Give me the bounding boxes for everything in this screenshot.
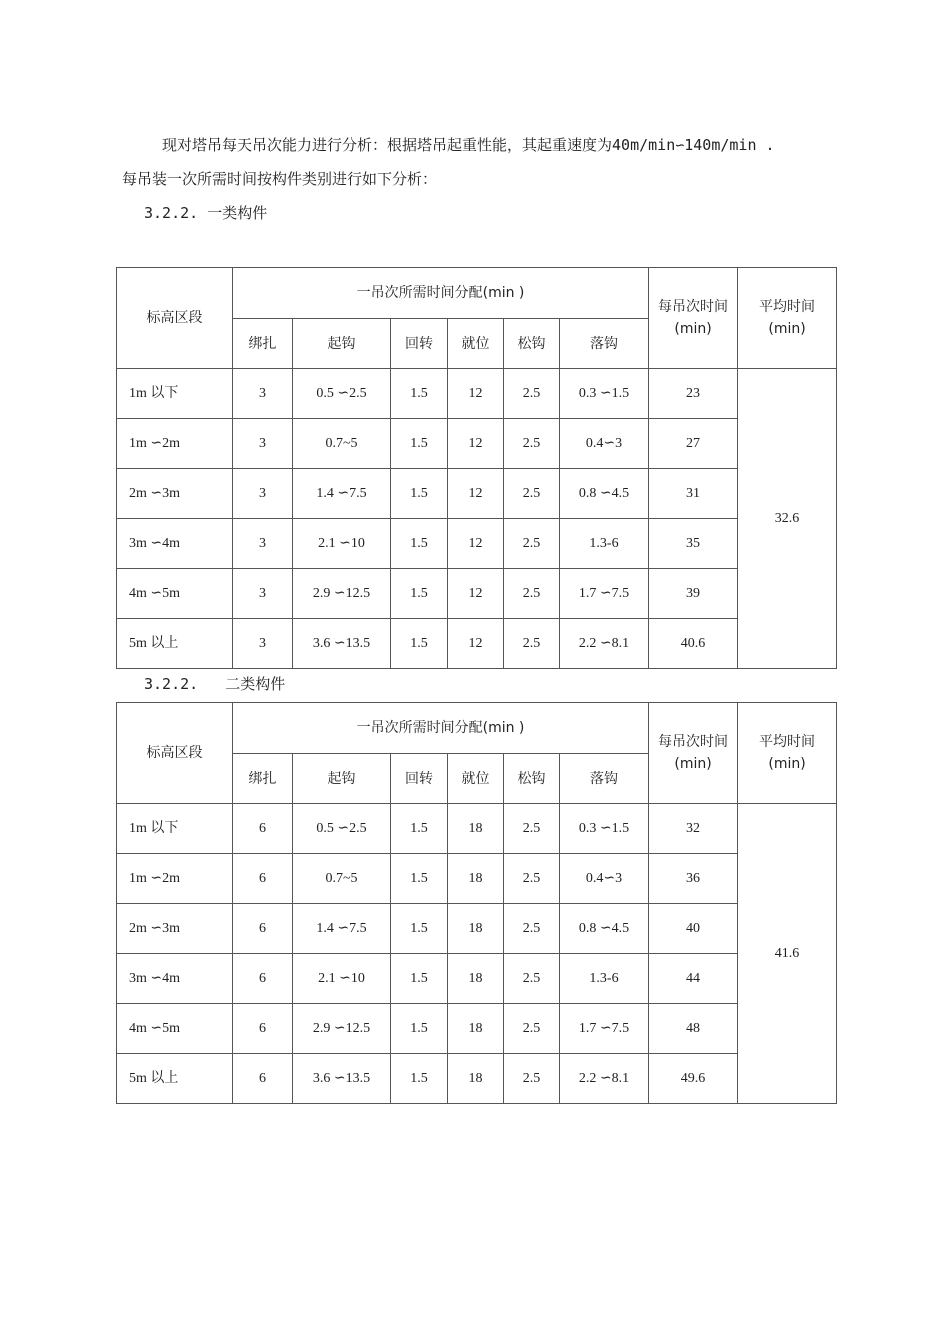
cell-height-range: 4m ∽5m	[117, 569, 233, 619]
cell-unhook: 2.5	[504, 369, 560, 419]
header-positioning: 就位	[448, 754, 504, 804]
cell-height-range: 1m 以下	[117, 804, 233, 854]
cell-height-range: 1m ∽2m	[117, 854, 233, 904]
cell-hook-down: 1.3-6	[560, 954, 649, 1004]
table-row	[117, 1004, 837, 1054]
header-hook-up: 起钩	[293, 754, 391, 804]
cell-positioning: 18	[448, 904, 504, 954]
header-time-allocation: 一吊次所需时间分配(min )	[233, 703, 649, 754]
header-average-time: 平均时间 (min)	[738, 703, 837, 804]
table-row	[117, 904, 837, 954]
cell-rotation: 1.5	[391, 469, 448, 519]
table-row	[117, 619, 837, 669]
cell-hook-up: 0.5 ∽2.5	[293, 369, 391, 419]
cell-binding: 3	[233, 569, 293, 619]
cell-per-lift-time: 44	[649, 954, 738, 1004]
header-time-allocation: 一吊次所需时间分配(min )	[233, 268, 649, 319]
header-height-range: 标高区段	[117, 703, 233, 804]
cell-hook-up: 1.4 ∽7.5	[293, 904, 391, 954]
cell-height-range: 1m 以下	[117, 369, 233, 419]
cell-positioning: 12	[448, 469, 504, 519]
cell-binding: 6	[233, 1004, 293, 1054]
cell-binding: 3	[233, 519, 293, 569]
cell-height-range: 4m ∽5m	[117, 1004, 233, 1054]
intro-line-2: 每吊装一次所需时间按构件类别进行如下分析：	[122, 170, 438, 188]
cell-binding: 6	[233, 854, 293, 904]
cell-rotation: 1.5	[391, 419, 448, 469]
cell-hook-up: 1.4 ∽7.5	[293, 469, 391, 519]
cell-hook-down: 1.7 ∽7.5	[560, 569, 649, 619]
cell-rotation: 1.5	[391, 569, 448, 619]
cell-hook-down: 0.4∽3	[560, 854, 649, 904]
cell-hook-down: 2.2 ∽8.1	[560, 619, 649, 669]
cell-hook-down: 0.8 ∽4.5	[560, 469, 649, 519]
cell-per-lift-time: 40.6	[649, 619, 738, 669]
cell-unhook: 2.5	[504, 904, 560, 954]
cell-rotation: 1.5	[391, 619, 448, 669]
header-rotation: 回转	[391, 754, 448, 804]
cell-hook-down: 1.3-6	[560, 519, 649, 569]
cell-hook-up: 0.5 ∽2.5	[293, 804, 391, 854]
table-row	[117, 519, 837, 569]
cell-rotation: 1.5	[391, 1004, 448, 1054]
intro-line-1: 现对塔吊每天吊次能力进行分析：根据塔吊起重性能，其起重速度为40m/min∽140m/min .	[162, 136, 775, 154]
table-row	[117, 569, 837, 619]
header-hook-down: 落钩	[560, 319, 649, 369]
header-hook-down: 落钩	[560, 754, 649, 804]
cell-per-lift-time: 39	[649, 569, 738, 619]
table-row	[117, 854, 837, 904]
cell-hook-up: 0.7~5	[293, 419, 391, 469]
header-hook-up: 起钩	[293, 319, 391, 369]
cell-hook-up: 2.9 ∽12.5	[293, 1004, 391, 1054]
cell-unhook: 2.5	[504, 1054, 560, 1104]
cell-height-range: 2m ∽3m	[117, 904, 233, 954]
section-heading-class-1: 3.2.2. 一类构件	[144, 204, 268, 222]
average-time-value: 32.6	[738, 369, 837, 669]
cell-unhook: 2.5	[504, 854, 560, 904]
cell-binding: 6	[233, 1054, 293, 1104]
cell-rotation: 1.5	[391, 369, 448, 419]
cell-positioning: 18	[448, 1054, 504, 1104]
header-unhook: 松钩	[504, 754, 560, 804]
cell-hook-up: 2.9 ∽12.5	[293, 569, 391, 619]
cell-unhook: 2.5	[504, 1004, 560, 1054]
table-row	[117, 369, 837, 419]
cell-binding: 3	[233, 419, 293, 469]
cell-rotation: 1.5	[391, 954, 448, 1004]
cell-positioning: 18	[448, 854, 504, 904]
cell-positioning: 12	[448, 419, 504, 469]
cell-binding: 6	[233, 804, 293, 854]
class-1-table	[116, 267, 837, 669]
table-row	[117, 1054, 837, 1104]
table-row	[117, 419, 837, 469]
cell-unhook: 2.5	[504, 419, 560, 469]
cell-rotation: 1.5	[391, 854, 448, 904]
cell-positioning: 12	[448, 569, 504, 619]
cell-per-lift-time: 32	[649, 804, 738, 854]
cell-per-lift-time: 48	[649, 1004, 738, 1054]
cell-hook-down: 2.2 ∽8.1	[560, 1054, 649, 1104]
cell-binding: 6	[233, 904, 293, 954]
cell-positioning: 12	[448, 519, 504, 569]
cell-unhook: 2.5	[504, 469, 560, 519]
cell-rotation: 1.5	[391, 904, 448, 954]
cell-hook-down: 1.7 ∽7.5	[560, 1004, 649, 1054]
cell-unhook: 2.5	[504, 519, 560, 569]
cell-rotation: 1.5	[391, 519, 448, 569]
cell-rotation: 1.5	[391, 1054, 448, 1104]
header-average-time: 平均时间 (min)	[738, 268, 837, 369]
cell-height-range: 1m ∽2m	[117, 419, 233, 469]
cell-hook-down: 0.3 ∽1.5	[560, 369, 649, 419]
cell-hook-up: 0.7~5	[293, 854, 391, 904]
header-unhook: 松钩	[504, 319, 560, 369]
cell-per-lift-time: 49.6	[649, 1054, 738, 1104]
cell-binding: 6	[233, 954, 293, 1004]
cell-per-lift-time: 35	[649, 519, 738, 569]
cell-unhook: 2.5	[504, 804, 560, 854]
cell-hook-down: 0.8 ∽4.5	[560, 904, 649, 954]
table-row	[117, 954, 837, 1004]
cell-height-range: 2m ∽3m	[117, 469, 233, 519]
cell-binding: 3	[233, 369, 293, 419]
cell-height-range: 3m ∽4m	[117, 519, 233, 569]
header-binding: 绑扎	[233, 754, 293, 804]
cell-positioning: 12	[448, 369, 504, 419]
cell-positioning: 18	[448, 954, 504, 1004]
cell-unhook: 2.5	[504, 954, 560, 1004]
section-heading-class-2: 3.2.2. 二类构件	[144, 675, 286, 693]
table-row	[117, 804, 837, 854]
cell-height-range: 3m ∽4m	[117, 954, 233, 1004]
cell-hook-down: 0.4∽3	[560, 419, 649, 469]
header-binding: 绑扎	[233, 319, 293, 369]
cell-hook-down: 0.3 ∽1.5	[560, 804, 649, 854]
cell-per-lift-time: 27	[649, 419, 738, 469]
cell-per-lift-time: 40	[649, 904, 738, 954]
cell-per-lift-time: 36	[649, 854, 738, 904]
cell-hook-up: 3.6 ∽13.5	[293, 619, 391, 669]
table-row	[117, 469, 837, 519]
cell-height-range: 5m 以上	[117, 1054, 233, 1104]
cell-hook-up: 2.1 ∽10	[293, 954, 391, 1004]
cell-positioning: 18	[448, 1004, 504, 1054]
cell-positioning: 12	[448, 619, 504, 669]
cell-hook-up: 3.6 ∽13.5	[293, 1054, 391, 1104]
cell-binding: 3	[233, 469, 293, 519]
cell-positioning: 18	[448, 804, 504, 854]
header-positioning: 就位	[448, 319, 504, 369]
cell-binding: 3	[233, 619, 293, 669]
cell-unhook: 2.5	[504, 569, 560, 619]
cell-hook-up: 2.1 ∽10	[293, 519, 391, 569]
header-per-lift-time: 每吊次时间 (min)	[649, 268, 738, 369]
cell-rotation: 1.5	[391, 804, 448, 854]
cell-height-range: 5m 以上	[117, 619, 233, 669]
cell-per-lift-time: 31	[649, 469, 738, 519]
header-height-range: 标高区段	[117, 268, 233, 369]
average-time-value: 41.6	[738, 804, 837, 1104]
cell-unhook: 2.5	[504, 619, 560, 669]
header-rotation: 回转	[391, 319, 448, 369]
cell-per-lift-time: 23	[649, 369, 738, 419]
class-2-table	[116, 702, 837, 1104]
header-per-lift-time: 每吊次时间 (min)	[649, 703, 738, 804]
